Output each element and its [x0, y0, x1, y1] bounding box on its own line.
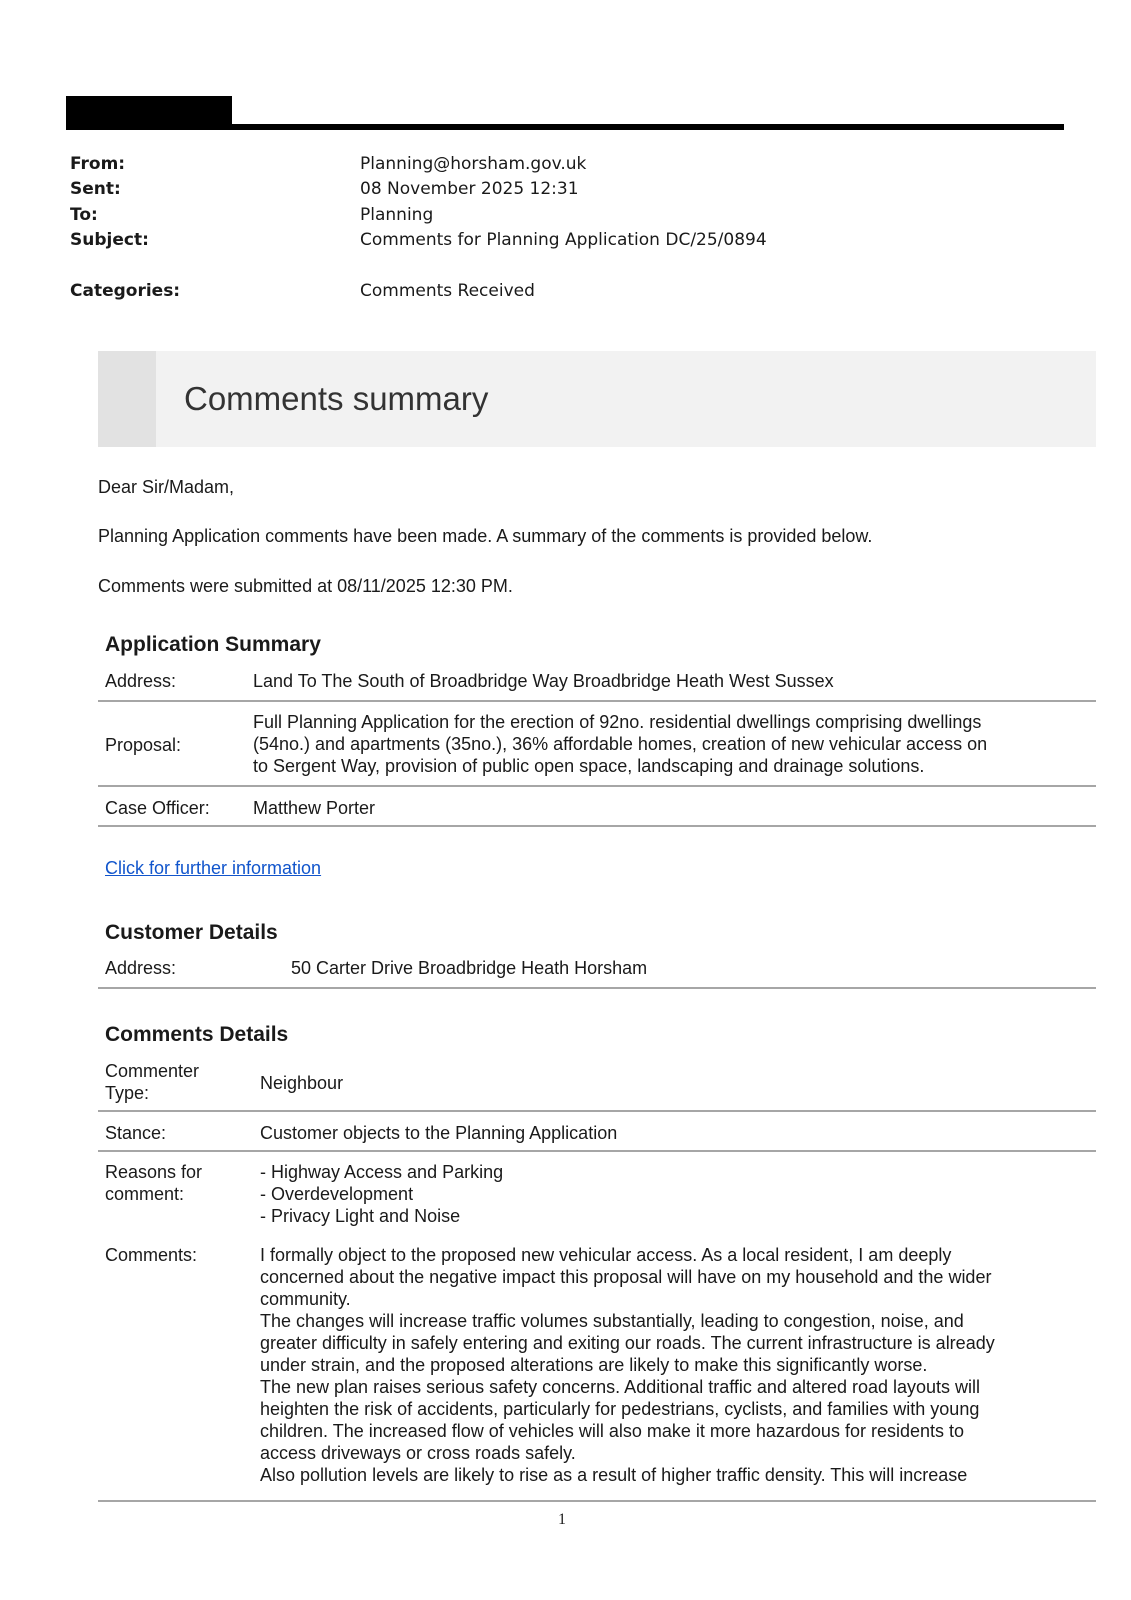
to-label: To:	[70, 205, 98, 225]
customer-address-label: Address:	[105, 958, 177, 978]
customer-details-heading: Customer Details	[105, 921, 278, 944]
comments-row	[98, 1244, 1096, 1494]
to-value: Planning	[360, 205, 434, 225]
comment-line: greater difficulty in safely entering and exiting our roads. The current infrastructure is already	[260, 1333, 995, 1353]
proposal-line: (54no.) and apartments (35no.), 36% affordable homes, creation of new vehicular access on	[253, 734, 988, 754]
banner-title: Comments summary	[184, 380, 489, 417]
proposal-line: to Sergent Way, provision of public open space, landscaping and drainage solutions.	[253, 756, 925, 776]
banner-accent	[98, 351, 156, 447]
reasons-label	[105, 1161, 202, 1205]
commenter-type-label-line: Commenter	[105, 1061, 200, 1081]
comment-line: community.	[260, 1289, 351, 1309]
comment-line: access driveways or cross roads safely.	[260, 1443, 576, 1463]
comments-details-heading: Comments Details	[105, 1023, 289, 1046]
further-information-link[interactable]: Click for further information	[105, 858, 322, 878]
intro-line-2: Comments were submitted at 08/11/2025 12:30 PM.	[98, 576, 513, 596]
app-proposal-row	[98, 709, 1096, 787]
app-address-label: Address:	[105, 671, 177, 691]
sent-value: 08 November 2025 12:31	[360, 179, 579, 199]
commenter-type-row	[98, 1060, 1096, 1112]
customer-address-row	[98, 957, 1096, 989]
commenter-type-label-line: Type:	[105, 1083, 150, 1103]
intro-line-1: Planning Application comments have been made. A summary of the comments is provided below.	[98, 526, 873, 546]
app-address-row	[98, 670, 1096, 702]
reasons-list	[260, 1161, 503, 1227]
comments-text	[260, 1244, 995, 1486]
app-address-value: Land To The South of Broadbridge Way Broadbridge Heath West Sussex	[253, 671, 834, 691]
comments-label: Comments:	[105, 1245, 198, 1265]
stance-label: Stance:	[105, 1123, 167, 1143]
application-summary-heading: Application Summary	[105, 633, 321, 656]
comments-summary-banner	[98, 351, 1096, 447]
sent-label: Sent:	[70, 179, 121, 199]
stance-row	[98, 1122, 1096, 1152]
from-value: Planning@horsham.gov.uk	[360, 154, 587, 174]
comment-line: heighten the risk of accidents, particularly for pedestrians, cyclists, and families with young	[260, 1399, 980, 1419]
comment-line: Also pollution levels are likely to rise as a result of higher traffic density. This will increase	[260, 1465, 968, 1485]
reason-item: - Privacy Light and Noise	[260, 1206, 461, 1226]
app-proposal-label: Proposal:	[105, 735, 182, 755]
comment-line: concerned about the negative impact this proposal will have on my household and the wider	[260, 1267, 992, 1287]
commenter-type-value: Neighbour	[260, 1073, 344, 1093]
app-case-officer-row	[98, 797, 1096, 827]
subject-value: Comments for Planning Application DC/25/0894	[360, 230, 767, 250]
reasons-label-line: Reasons for	[105, 1162, 203, 1182]
page-number: 1	[558, 1511, 566, 1528]
greeting: Dear Sir/Madam,	[98, 477, 235, 497]
footer-rule	[98, 1500, 1096, 1502]
from-label: From:	[70, 154, 126, 174]
categories-value: Comments Received	[360, 281, 535, 301]
reason-item: - Overdevelopment	[260, 1184, 414, 1204]
commenter-type-label	[105, 1060, 199, 1104]
reason-item: - Highway Access and Parking	[260, 1162, 504, 1182]
comment-line: under strain, and the proposed alterations are likely to make this significantly worse.	[260, 1355, 928, 1375]
case-officer-value: Matthew Porter	[253, 798, 376, 818]
comment-line: The changes will increase traffic volumes substantially, leading to congestion, noise, and	[260, 1311, 964, 1331]
header-rule	[66, 124, 1064, 130]
reasons-row	[98, 1161, 1096, 1233]
reasons-label-line: comment:	[105, 1184, 185, 1204]
stance-value: Customer objects to the Planning Application	[260, 1123, 618, 1143]
comment-line: The new plan raises serious safety concerns. Additional traffic and altered road layouts will	[260, 1377, 981, 1397]
categories-label: Categories:	[70, 281, 181, 301]
app-proposal-value	[253, 711, 987, 777]
case-officer-label: Case Officer:	[105, 798, 210, 818]
customer-address-value: 50 Carter Drive Broadbridge Heath Horsham	[291, 958, 648, 978]
subject-label: Subject:	[70, 230, 149, 250]
proposal-line: Full Planning Application for the erection of 92no. residential dwellings comprising dwellings	[253, 712, 982, 732]
comment-line: I formally object to the proposed new vehicular access. As a local resident, I am deeply	[260, 1245, 952, 1265]
comment-line: children. The increased flow of vehicles will also make it more hazardous for residents to	[260, 1421, 964, 1441]
